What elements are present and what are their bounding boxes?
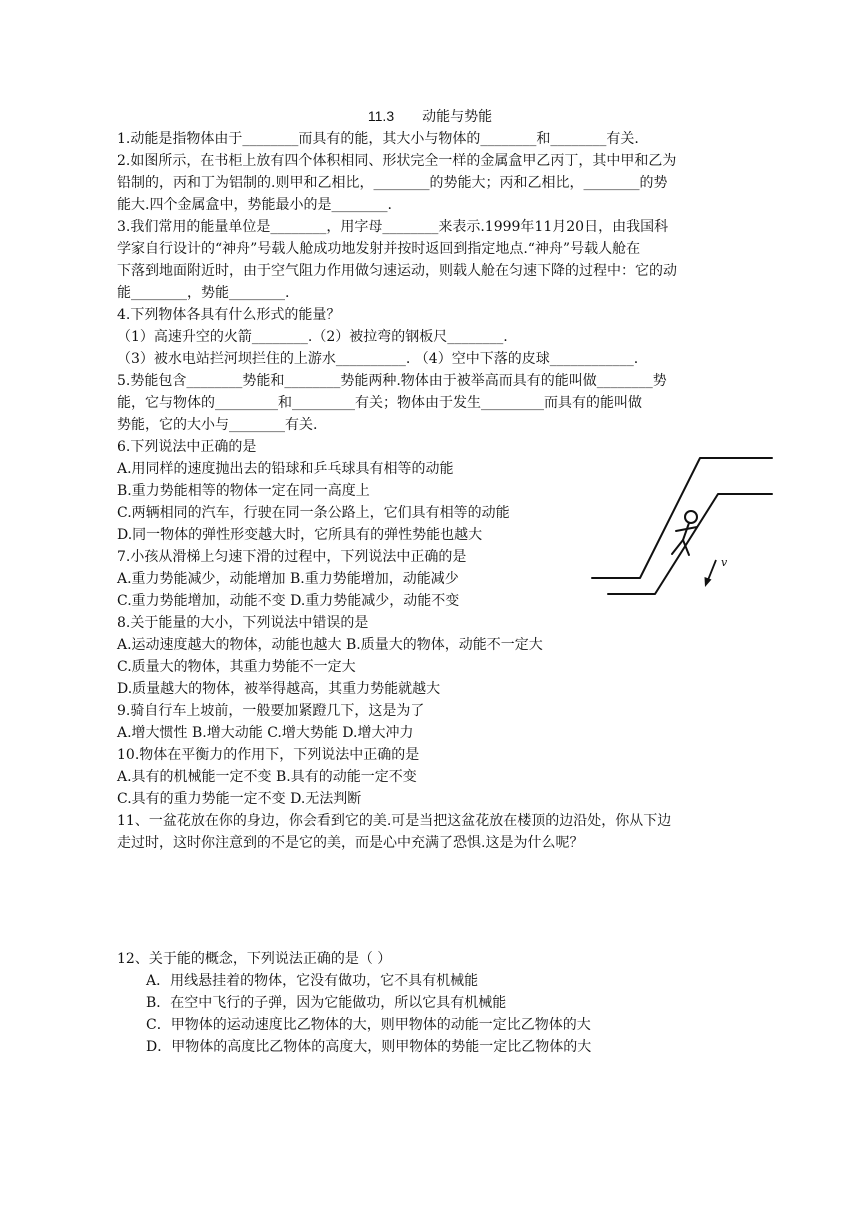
section-number: 11.3 [367, 108, 395, 124]
question-6-option-b: B.重力势能相等的物体一定在同一高度上 [117, 483, 370, 499]
question-4-line-1: （1）高速升空的火箭________.（2）被拉弯的钢板尺________. [117, 329, 508, 345]
question-3-line-3: 下落到地面附近时，由于空气阻力作用做匀速运动，则载人舱在匀速下降的过程中：它的动 [117, 263, 677, 279]
question-4-line-2: （3）被水电站拦河坝拦住的上游水__________. （4）空中下落的皮球____________. [117, 351, 639, 367]
question-2-line-2: 铅制的，丙和丁为铝制的.则甲和乙相比，________的势能大；丙和乙相比，________的势 [117, 175, 668, 191]
question-7-options-ab: A.重力势能减少，动能增加 B.重力势能增加，动能减少 [117, 571, 459, 587]
question-10-options-cd: C.具有的重力势能一定不变 D.无法判断 [117, 791, 362, 807]
section-title: 动能与势能 [422, 109, 493, 125]
question-5-line-2: 能，它与物体的_________和_________有关；物体由于发生_________而具有的能叫做 [117, 395, 642, 411]
question-6-option-a: A.用同样的速度抛出去的铅球和乒乓球具有相等的动能 [117, 461, 454, 477]
question-8-option-d: D.质量越大的物体，被举得越高，其重力势能就越大 [117, 681, 441, 697]
slide-diagram [590, 456, 775, 596]
question-4-stem: 4.下列物体各具有什么形式的能量？ [117, 307, 341, 323]
question-6-option-d: D.同一物体的弹性形变越大时，它所具有的弹性势能也越大 [117, 527, 483, 543]
velocity-arrow [705, 560, 717, 587]
child-head [685, 511, 697, 523]
question-10-stem: 10.物体在平衡力的作用下，下列说法中正确的是 [117, 747, 420, 763]
question-6-option-c: C.两辆相同的汽车，行驶在同一条公路上，它们具有相等的动能 [117, 505, 510, 521]
question-12-stem: 12、关于能的概念，下列说法正确的是（ ） [117, 951, 392, 967]
question-11-line-2: 走过时，这时你注意到的不是它的美，而是心中充满了恐惧.这是为什么呢？ [117, 835, 584, 851]
question-8-stem: 8.关于能量的大小，下列说法中错误的是 [117, 615, 369, 631]
question-5-line-3: 势能，它的大小与________有关. [117, 417, 318, 433]
question-3-line-4: 能________，势能________. [117, 285, 290, 301]
question-7-options-cd: C.重力势能增加，动能不变 D.重力势能减少，动能不变 [117, 593, 460, 609]
question-1-line-1: 1.动能是指物体由于________而具有的能，其大小与物体的________和________有关. [117, 131, 639, 147]
question-6-stem: 6.下列说法中正确的是 [117, 439, 257, 455]
question-12-option-c: C．甲物体的运动速度比乙物体的大，则甲物体的动能一定比乙物体的大 [146, 1017, 591, 1033]
question-3-line-1: 3.我们常用的能量单位是________，用字母________来表示.1999年11月20日，由我国科 [117, 219, 669, 235]
question-8-options-ab: A.运动速度越大的物体，动能也越大 B.质量大的物体，动能不一定大 [117, 637, 543, 653]
question-8-option-c: C.质量大的物体，其重力势能不一定大 [117, 659, 356, 675]
question-3-line-2: 学家自行设计的“神舟”号载人舱成功地发射并按时返回到指定地点.“神舟”号载人舱在 [117, 241, 641, 257]
question-12-option-d: D．甲物体的高度比乙物体的高度大，则甲物体的势能一定比乙物体的大 [146, 1039, 592, 1055]
question-5-line-1: 5.势能包含________势能和________势能两种.物体由于被举高而具有的能叫做________势 [117, 373, 667, 389]
question-2-line-3: 能大.四个金属盒中，势能最小的是________. [117, 197, 392, 213]
question-2-line-1: 2.如图所示，在书柜上放有四个体积相同、形状完全一样的金属盒甲乙丙丁，其中甲和乙为 [117, 153, 677, 169]
question-10-options-ab: A.具有的机械能一定不变 B.具有的动能一定不变 [117, 769, 417, 785]
question-11-line-1: 11、一盆花放在你的身边，你会看到它的美.可是当把这盆花放在楼顶的边沿处，你从下边 [117, 813, 672, 829]
slide-left-rail [592, 458, 772, 578]
question-12-option-a: A．用线悬挂着的物体，它没有做功，它不具有机械能 [146, 973, 479, 989]
velocity-label: v [721, 556, 728, 569]
child-body [683, 523, 689, 540]
question-7-stem: 7.小孩从滑梯上匀速下滑的过程中，下列说法中正确的是 [117, 549, 467, 565]
question-12-option-b: B．在空中飞行的子弹，因为它能做功，所以它具有机械能 [146, 995, 507, 1011]
page-title [0, 106, 860, 126]
question-9-options: A.增大惯性 B.增大动能 C.增大势能 D.增大冲力 [117, 725, 414, 741]
question-9-stem: 9.骑自行车上坡前，一般要加紧蹬几下，这是为了 [117, 703, 425, 719]
